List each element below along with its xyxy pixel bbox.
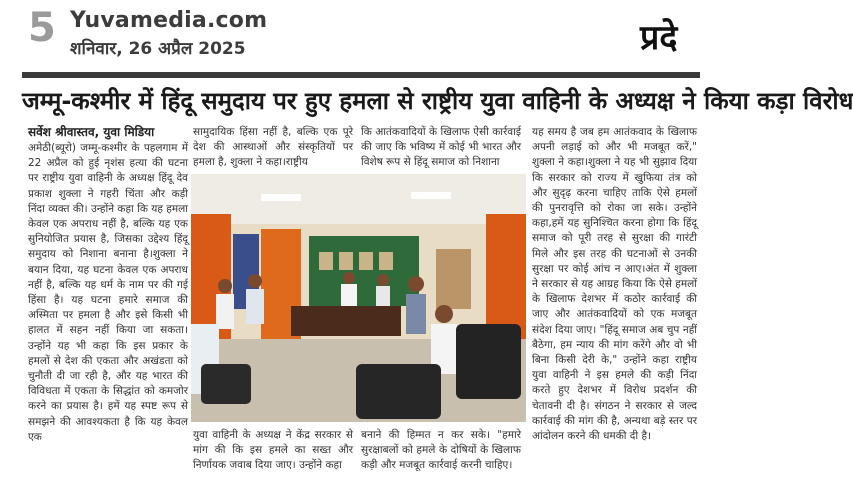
article-column-2-bottom: युवा वाहिनी के अध्यक्ष ने केंद्र सरकार से मांग की कि इस हमले का सख्त और निर्णायक जवाब दिया जाए। उन्होंने कहा xyxy=(193,429,353,472)
article-column-4: यह समय है जब हम आतंकवाद के खिलाफ अपनी लड़ाई को और भी मजबूत करें," शुक्ला ने कहा।शुक्ला ने यह भी सुझाव दिया कि सरकार को राज्य में खुफिया तंत्र को और सुदृढ़ करना चाहिए ताकि ऐसे हमलों की पुनरावृत्ति को रोका जा सके। उन्होंने कहा,हमें यह सुनिश्चित करना होगा कि हिंदू समाज को पूरी तरह से सुरक्षा की गारंटी मिले और इस तरह की घटनाओं से उनकी सुरक्षा पर कोई आंच न आए।अंत में शुक्ला ने सरकार से यह आग्रह किया कि ऐसे हमलों के खिलाफ देशभर में कठोर कार्रवाई की जाए और आतंकवादियों को एक मजबूत संदेश दिया जाए। "हिंदू समाज अब चुप नहीं बैठेगा, हम न्याय की मांग करेंगे और वो भी बिना किसी देरी के," उन्होंने कहा राष्ट्रीय युवा वाहिनी ने इस हमले की कड़ी निंदा करते हुए देशभर में विरोध प्रदर्शन की चेतावनी दी है। संगठन ने सरकार से जल्द कार्रवाई की मांग की है, अन्यथा बड़े स्तर पर आंदोलन करने की धमकी दी है। xyxy=(532,126,697,443)
newspaper-brand-fragment: प्रदे xyxy=(640,18,678,58)
article-column-3-top: कि आतंकवादियों के खिलाफ ऐसी कार्रवाई की जाए कि भविष्य में कोई भी भारत और विशेष रूप से हिंदू समाज को निशाना xyxy=(361,126,521,169)
site-name: Yuvamedia.com xyxy=(70,8,268,33)
meeting-photo xyxy=(191,174,526,422)
article-column-2-top: सामुदायिक हिंसा नहीं है, बल्कि एक पूरे देश की आस्थाओं और संस्कृतियों पर हमला है, शुक्ला ने कहा।राष्ट्रीय xyxy=(193,126,353,169)
article-byline: सर्वेश श्रीवास्तव, युवा मिडिया xyxy=(28,125,155,139)
article-column-3-bottom: बनाने की हिम्मत न कर सके। "हमारे सुरक्षाबलों को हमले के दोषियों के खिलाफ कड़ी और मजबूत कार्रवाई करनी चाहिए। xyxy=(361,429,521,472)
article-headline: जम्मू-कश्मीर में हिंदू समुदाय पर हुए हमला से राष्ट्रीय युवा वाहिनी के अध्यक्ष ने किया कड़ा विरोध xyxy=(22,87,853,115)
masthead-rule xyxy=(22,72,700,78)
article-column-1: अमेठी(ब्यूरो) जम्मू-कश्मीर के पहलगाम में 22 अप्रैल को हुई नृशंस हत्या की घटना पर राष्ट्रीय युवा वाहिनी के अध्यक्ष हिंदू देव प्रकाश शुक्ला ने गहरी चिंता और कड़ी निंदा व्यक्त की। उन्होंने कहा कि यह हमला केवल एक अपराध नहीं है, बल्कि यह एक सुनियोजित प्रयास है, जिसका उद्देश्य हिंदू समुदाय को निशाना बनाना है।शुक्ला ने बयान दिया, यह घटना केवल एक अपराध नहीं है, बल्कि यह धर्म के नाम पर की गई हिंसा है। यह घटना हमारे समाज की अस्मिता पर हमला है और इसे किसी भी हालत में सहन नहीं किया जा सकता। उन्होंने यह भी कहा कि इस प्रकार के हमलों से देश की एकता और अखंडता को चुनौती दी जा रही है, और यह भारत की विविधता में एकता के सिद्धांत को कमजोर करने का प्रयास है। हमें यह स्पष्ट रूप से समझने की आवश्यकता है कि यह केवल एक xyxy=(28,142,188,443)
page-number: 5 xyxy=(28,5,56,51)
meeting-room-illustration xyxy=(191,174,526,422)
issue-date: शनिवार, 26 अप्रैल 2025 xyxy=(70,39,246,59)
